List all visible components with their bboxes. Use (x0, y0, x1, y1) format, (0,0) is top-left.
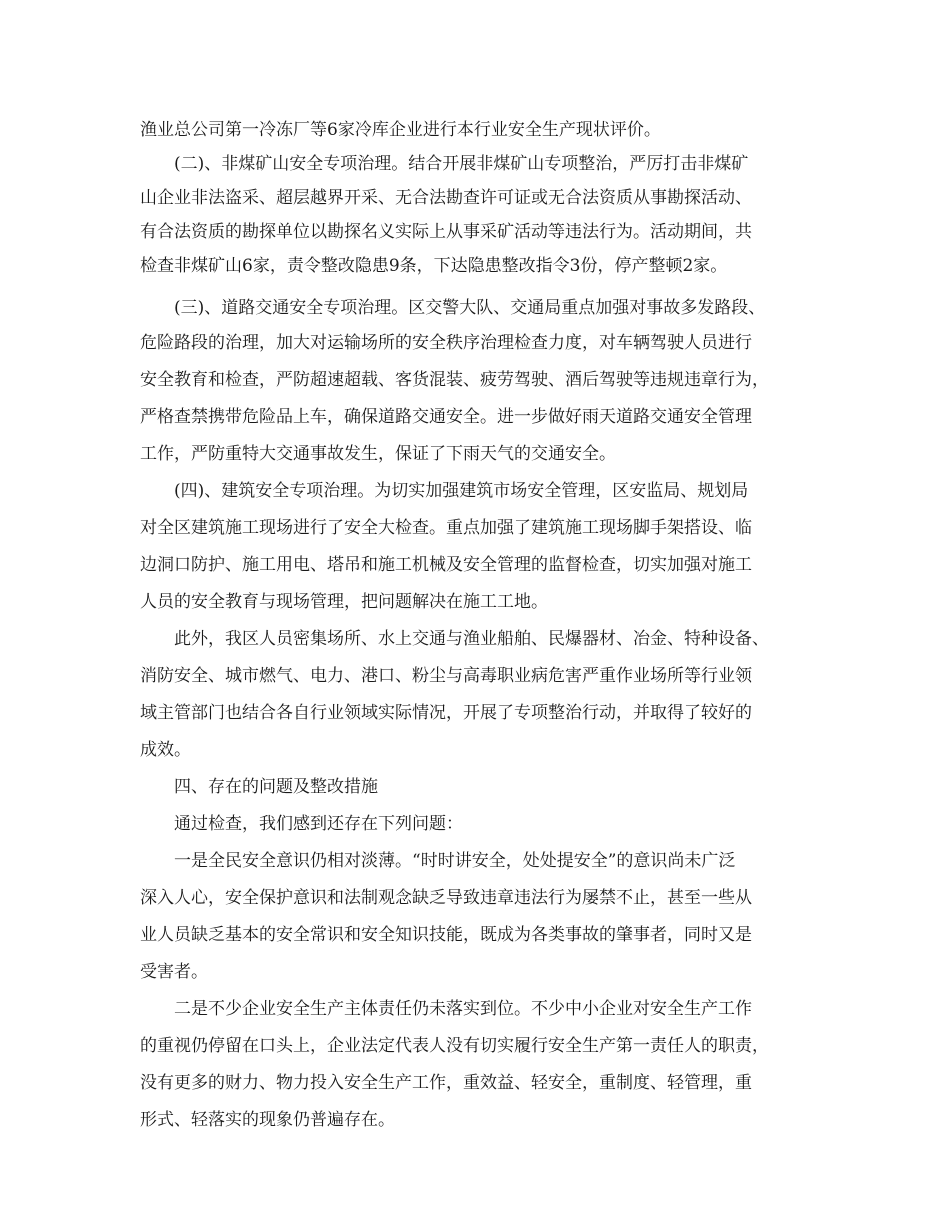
text-line: 对全区建筑施工现场进行了安全大检查。重点加强了建筑施工现场脚手架搭设、临 (140, 518, 752, 538)
text-line: 人员的安全教育与现场管理，把问题解决在施工工地。 (140, 592, 548, 612)
text-line: 成效。 (140, 740, 191, 760)
text-line: 深入人心，安全保护意识和法制观念缺乏导致违章违法行为屡禁不止，甚至一些从 (140, 888, 752, 908)
text-line: 山企业非法盗采、超层越界开采、无合法勘查许可证或无合法资质从事勘探活动、 (140, 188, 752, 208)
text-line: 受害者。 (140, 962, 208, 982)
text-line: 业人员缺乏基本的安全常识和安全知识技能，既成为各类事故的肇事者，同时又是 (140, 925, 752, 945)
text-line: 严格查禁携带危险品上车，确保道路交通安全。进一步做好雨天道路交通安全管理 (140, 407, 752, 427)
text-line: 边洞口防护、施工用电、塔吊和施工机械及安全管理的监督检查，切实加强对施工 (140, 555, 752, 575)
text-line: 二是不少企业安全生产主体责任仍未落实到位。不少中小企业对安全生产工作 (174, 999, 752, 1019)
text-line: 渔业总公司第一冷冻厂等6家冷库企业进行本行业安全生产现状评价。 (140, 120, 661, 140)
text-line: (四)、建筑安全专项治理。为切实加强建筑市场安全管理，区安监局、规划局 (174, 481, 749, 501)
text-line: 形式、轻落实的现象仍普遍存在。 (140, 1110, 395, 1130)
text-line: 工作，严防重特大交通事故发生，保证了下雨天气的交通安全。 (140, 444, 616, 464)
text-line: 有合法资质的勘探单位以勘探名义实际上从事采矿活动等违法行为。活动期间，共 (140, 222, 752, 242)
text-line: 没有更多的财力、物力投入安全生产工作，重效益、轻安全，重制度、轻管理，重 (140, 1073, 752, 1093)
text-line: 安全教育和检查，严防超速超载、客货混装、疲劳驾驶、酒后驾驶等违规违章行为， (140, 370, 769, 390)
text-line: 检查非煤矿山6家，责令整改隐患9条，下达隐患整改指令3份，停产整顿2家。 (140, 256, 728, 276)
text-line: 此外，我区人员密集场所、水上交通与渔业船舶、民爆器材、冶金、特种设备、 (174, 629, 769, 649)
text-line: 通过检查，我们感到还存在下列问题： (174, 814, 463, 834)
text-line: 消防安全、城市燃气、电力、港口、粉尘与高毒职业病危害严重作业场所等行业领 (140, 666, 752, 686)
text-line: 危险路段的治理，加大对运输场所的安全秩序治理检查力度，对车辆驾驶人员进行 (140, 333, 752, 353)
text-line: (三)、道路交通安全专项治理。区交警大队、交通局重点加强对事故多发路段、 (174, 298, 766, 318)
text-line: 的重视仍停留在口头上，企业法定代表人没有切实履行安全生产第一责任人的职责， (140, 1036, 769, 1056)
text-line: 域主管部门也结合各自行业领域实际情况，开展了专项整治行动，并取得了较好的 (140, 703, 752, 723)
text-line: (二)、非煤矿山安全专项治理。结合开展非煤矿山专项整治，严厉打击非煤矿 (174, 154, 749, 174)
text-line: 一是全民安全意识仍相对淡薄。“时时讲安全，处处提安全”的意识尚未广泛 (174, 851, 736, 871)
section-heading: 四、存在的问题及整改措施 (174, 777, 378, 797)
